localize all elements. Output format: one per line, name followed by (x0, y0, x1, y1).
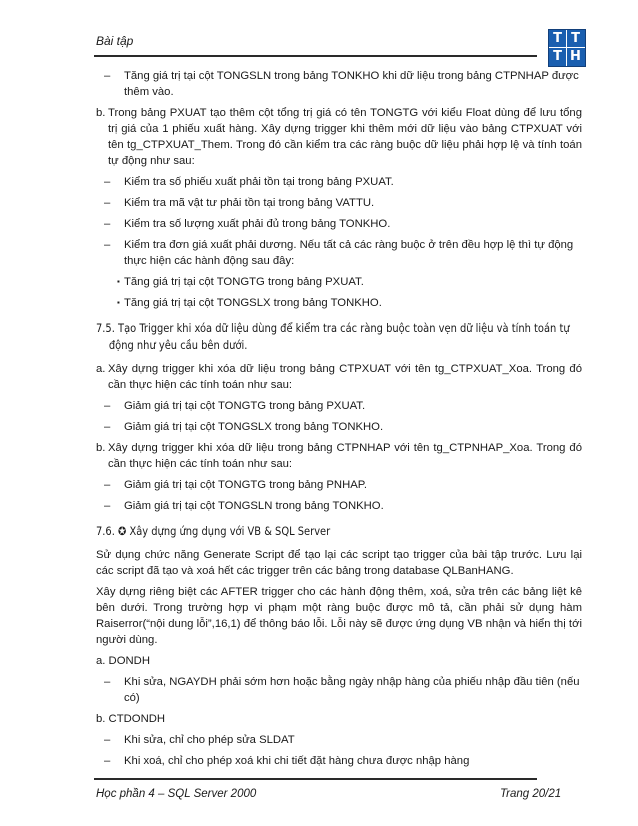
list-item: – Giảm giá trị tại cột TONGSLN trong bảng TONKHO. (104, 500, 384, 512)
list-item: – Tăng giá trị tại cột TONGSLN trong bảng TONKHO khi dữ liệu trong bảng CTPNHAP được thêm vào. (104, 70, 579, 98)
footer-rule (94, 778, 537, 780)
logo (548, 29, 586, 67)
section-heading: 7.6. ✪ Xây dựng ứng dụng với VB & SQL Server (96, 524, 331, 538)
logo-letter: T (553, 31, 562, 46)
subheading: a. DONDH (96, 655, 150, 667)
paragraph: b. Xây dựng trigger khi xóa dữ liệu trong bảng CTPNHAP với tên tg_CTPNHAP_Xoa. Trong đó cần thực hiện các tính toán như sau: (96, 442, 582, 470)
logo-letter: T (553, 49, 562, 64)
list-item: – Giảm giá trị tại cột TONGTG trong bảng PNHAP. (104, 479, 367, 491)
page-number: Trang 20/21 (500, 788, 562, 800)
footer-left: Học phần 4 – SQL Server 2000 (96, 788, 257, 800)
list-item: – Khi xoá, chỉ cho phép xoá khi chi tiết đặt hàng chưa được nhập hàng (104, 755, 470, 767)
list-item: – Khi sửa, chỉ cho phép sửa SLDAT (104, 734, 295, 746)
page-body (96, 68, 582, 774)
list-item: – Giảm giá trị tại cột TONGSLX trong bảng TONKHO. (104, 421, 384, 433)
list-item: ▪ Tăng giá trị tại cột TONGTG trong bảng PXUAT. (117, 276, 364, 288)
paragraph: b. Trong bảng PXUAT tạo thêm cột tổng trị giá có tên TONGTG với kiểu Float dùng để lưu tổng trị giá của 1 phiếu xuất hàng. Xây dựng trigger khi thêm mới dữ liệu vào bảng CTPXUAT với tên tg_CTPXUAT_Them. Trong đó cần kiểm tra các ràng buộc dữ liệu phải hợp lệ và tính toán tự động như sau: (96, 107, 582, 167)
subheading: b. CTDONDH (96, 713, 166, 725)
list-item: – Kiểm tra mã vật tư phải tồn tại trong bảng VATTU. (104, 197, 375, 209)
section-heading: 7.5. Tạo Trigger khi xóa dữ liệu dùng để kiểm tra các ràng buộc toàn vẹn dữ liệu và tính toán tự động như yêu cầu bên dưới. (96, 321, 570, 352)
list-item: – Giảm giá trị tại cột TONGTG trong bảng PXUAT. (104, 400, 366, 412)
header-rule (94, 55, 537, 57)
list-item: – Kiểm tra số lượng xuất phải đủ trong bảng TONKHO. (104, 218, 391, 230)
list-item: – Kiểm tra đơn giá xuất phải dương. Nếu tất cả các ràng buộc ở trên đều hợp lệ thì tự động thực hiện các hành động sau đây: (104, 239, 574, 267)
page-header-title: Bài tập (96, 34, 134, 48)
paragraph: Xây dựng riêng biệt các AFTER trigger cho các hành động thêm, xoá, sửa trên các bảng liệt kê bên dưới. Trong trường hợp vi phạm một ràng buộc được mô tả, cần phải sử dụng hàm Raiserror(“nội dung lỗi”,16,1) để thông báo lỗi. Lỗi này sẽ được ứng dụng VB nhận và hiển thị tới người dùng. (96, 586, 582, 646)
paragraph: Sử dụng chức năng Generate Script để tạo lại các script tạo trigger của bài tập trước. Lưu lại các script đã tạo và xoá hết các trigger trên các bảng trong database QLBanHANG. (96, 549, 582, 577)
list-item: – Khi sửa, NGAYDH phải sớm hơn hoặc bằng ngày nhập hàng của phiếu nhập đầu tiên (nếu có) (104, 676, 580, 704)
list-item: ▪ Tăng giá trị tại cột TONGSLX trong bảng TONKHO. (117, 297, 382, 309)
logo-letter: H (570, 49, 581, 64)
list-item: – Kiểm tra số phiếu xuất phải tồn tại trong bảng PXUAT. (104, 176, 394, 188)
logo-letter: T (571, 31, 580, 46)
paragraph: a. Xây dựng trigger khi xóa dữ liệu trong bảng CTPXUAT với tên tg_CTPXUAT_Xoa. Trong đó cần thực hiện các tính toán như sau: (96, 363, 582, 391)
